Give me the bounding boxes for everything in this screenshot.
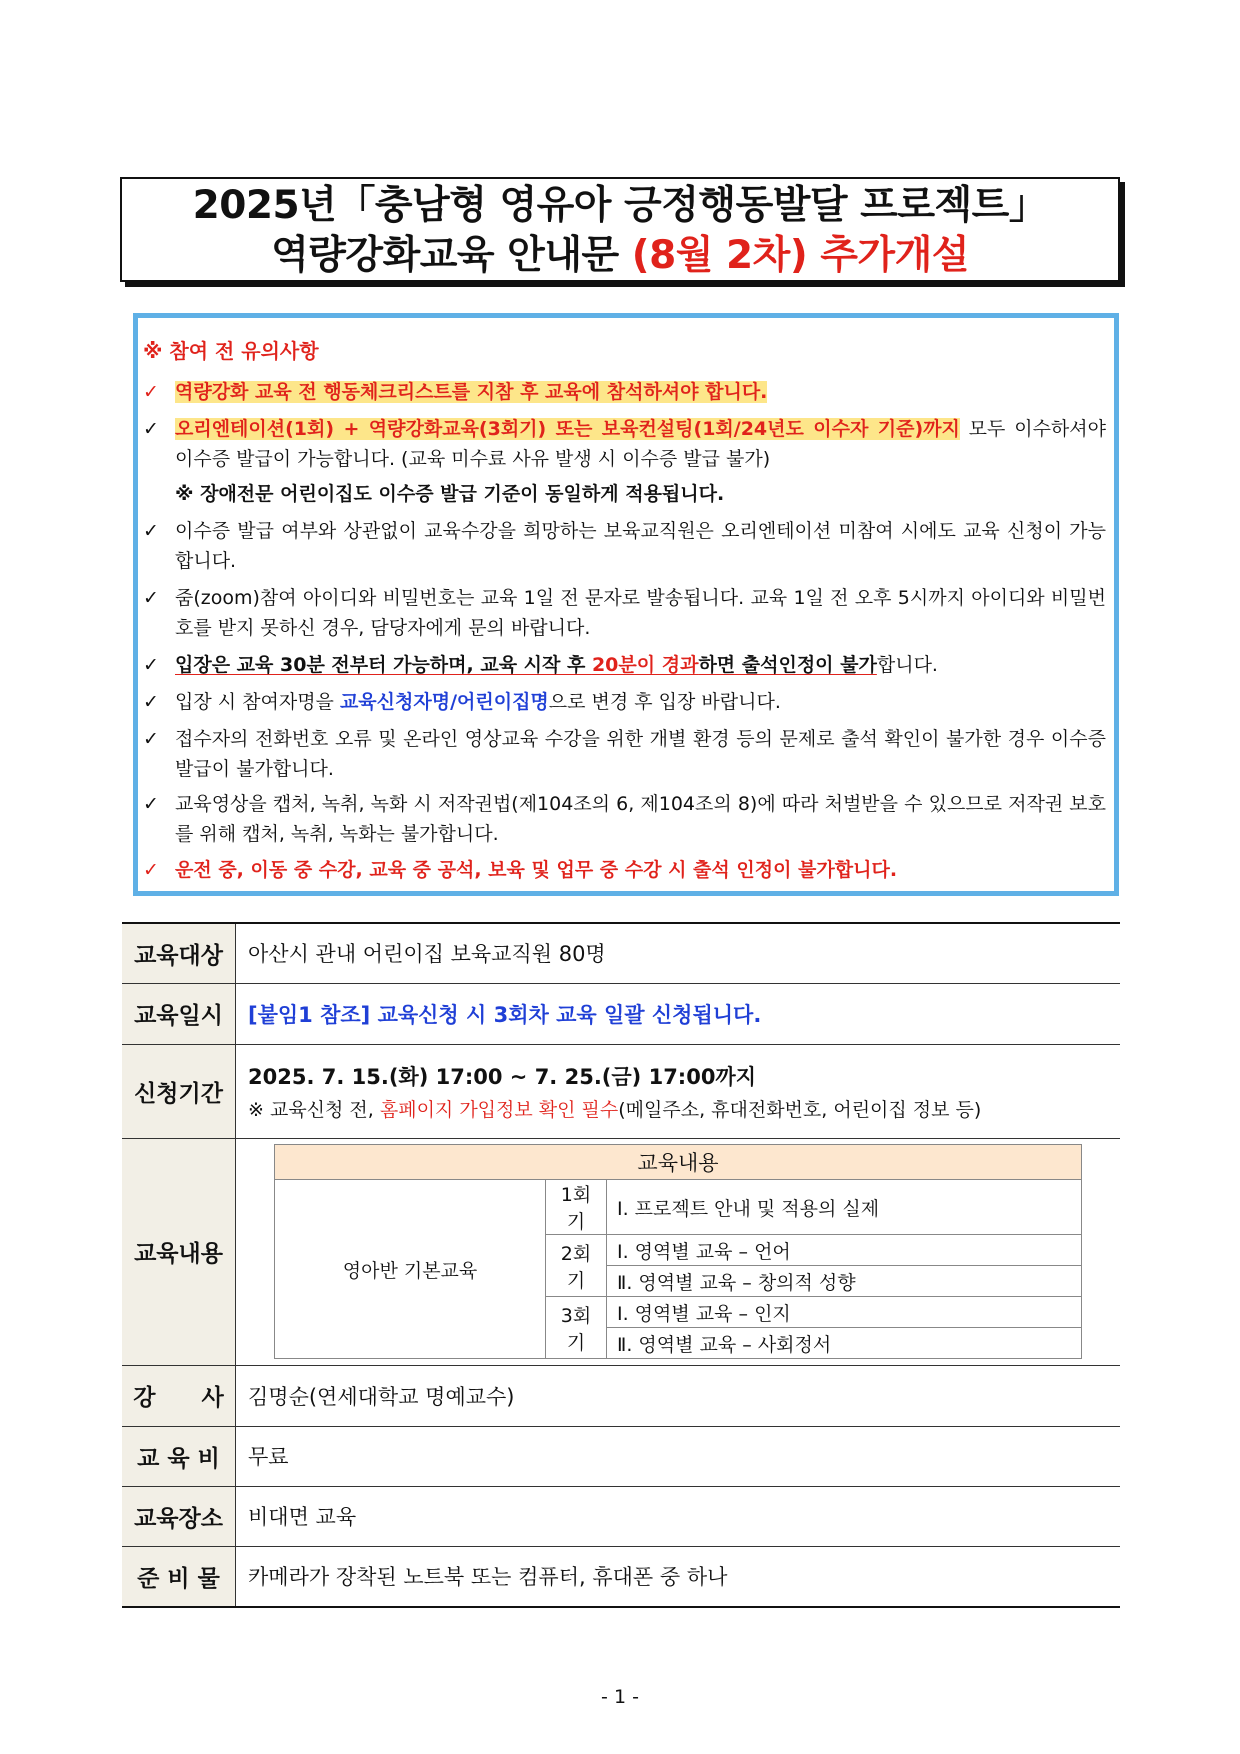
- notice-item-2: ✓ 오리엔테이션(1회) + 역량강화교육(3회기) 또는 보육컨설팅(1회/24년도 이수자 기준)까지 모두 이수하셔야 이수증 발급이 가능합니다. (교육 미수료 사유 발생 시 이수증 발급 불가): [143, 414, 1106, 474]
- document-title-box: [120, 177, 1120, 282]
- fee-value: 무료: [236, 1426, 1121, 1486]
- session-1-topic-1: Ⅰ. 프로젝트 안내 및 적용의 실제: [607, 1180, 1082, 1235]
- content-cell: [236, 1138, 1121, 1365]
- notice-item-5: ✓ 입장은 교육 30분 전부터 가능하며, 교육 시작 후 20분이 경과하면 출석인정이 불가합니다.: [143, 650, 1106, 680]
- check-icon: ✓: [143, 381, 159, 403]
- session-3-topic-2: Ⅱ. 영역별 교육 – 사회정서: [607, 1328, 1082, 1359]
- course-name: 영아반 기본교육: [275, 1180, 546, 1359]
- content-sub-header: 교육내용: [275, 1145, 1082, 1180]
- check-icon: ✓: [143, 587, 159, 609]
- table-row: [122, 1138, 1120, 1365]
- notice-item-7: ✓ 접수자의 전화번호 오류 및 온라인 영상교육 수강을 위한 개별 환경 등의 문제로 출석 확인이 불가한 경우 이수증 발급이 불가합니다.: [143, 724, 1106, 784]
- title-line-2-highlight: (8월 2차) 추가개설: [631, 233, 969, 278]
- date-value: [붙임1 참조] 교육신청 시 3회차 교육 일괄 신청됩니다.: [236, 983, 1121, 1044]
- table-row: [122, 983, 1120, 1044]
- table-row: [122, 923, 1120, 983]
- period-note: ※ 교육신청 전, 홈페이지 가입정보 확인 필수(메일주소, 휴대전화번호, 어린이집 정보 등): [248, 1098, 982, 1121]
- session-3-topic-1: Ⅰ. 영역별 교육 – 인지: [607, 1297, 1082, 1328]
- check-icon: ✓: [143, 859, 159, 881]
- target-value: 아산시 관내 어린이집 보육교직원 80명: [236, 923, 1121, 983]
- period-value: 2025. 7. 15.(화) 17:00 ~ 7. 25.(금) 17:00까지: [248, 1064, 757, 1089]
- table-row: [275, 1145, 1082, 1180]
- date-label: 교육일시: [122, 983, 236, 1044]
- period-cell: [236, 1044, 1121, 1138]
- notice-item-9: ✓ 운전 중, 이동 중 수강, 교육 중 공석, 보육 및 업무 중 수강 시 출석 인정이 불가합니다.: [143, 855, 1106, 885]
- place-value: 비대면 교육: [236, 1486, 1121, 1546]
- table-row: [122, 1486, 1120, 1546]
- table-row: [122, 1426, 1120, 1486]
- content-sub-table: [274, 1144, 1082, 1359]
- title-line-2-main: 역량강화교육 안내문: [271, 233, 632, 278]
- content-label: 교육내용: [122, 1138, 236, 1365]
- notice-item-1: ✓ 역량강화 교육 전 행동체크리스트를 지참 후 교육에 참석하셔야 합니다.: [143, 377, 1106, 407]
- notice-item-6: ✓ 입장 시 참여자명을 교육신청자명/어린이집명으로 변경 후 입장 바랍니다.: [143, 687, 1106, 717]
- table-row: [275, 1180, 1082, 1235]
- notice-box: [133, 313, 1119, 896]
- lecturer-value: 김명순(연세대학교 명예교수): [236, 1365, 1121, 1426]
- check-icon: ✓: [143, 654, 159, 676]
- notice-item-4: ✓ 줌(zoom)참여 아이디와 비밀번호는 교육 1일 전 문자로 발송됩니다. 교육 1일 전 오후 5시까지 아이디와 비밀번호를 받지 못하신 경우, 담당자에게 문의 바랍니다.: [143, 583, 1106, 643]
- check-icon: ✓: [143, 418, 159, 440]
- education-info-table: [122, 922, 1120, 1608]
- prep-label: 준 비 물: [122, 1546, 236, 1607]
- notice-header: ※ 참여 전 유의사항: [143, 339, 319, 363]
- title-line-1: 2025년「충남형 영유아 긍정행동발달 프로젝트」: [192, 183, 1048, 228]
- notice-item-3: ✓ 이수증 발급 여부와 상관없이 교육수강을 희망하는 보육교직원은 오리엔테이션 미참여 시에도 교육 신청이 가능합니다.: [143, 516, 1106, 576]
- notice-item-2-note: ※ 장애전문 어린이집도 이수증 발급 기준이 동일하게 적용됩니다.: [175, 483, 725, 505]
- check-icon: ✓: [143, 520, 159, 542]
- check-icon: ✓: [143, 728, 159, 750]
- fee-label: 교 육 비: [122, 1426, 236, 1486]
- target-label: 교육대상: [122, 923, 236, 983]
- session-2-topic-1: Ⅰ. 영역별 교육 – 언어: [607, 1235, 1082, 1266]
- page-number: - 1 -: [601, 1686, 639, 1708]
- session-1: 1회기: [546, 1180, 607, 1235]
- session-2: 2회기: [546, 1235, 607, 1297]
- table-row: [122, 1546, 1120, 1607]
- title-line-2: [122, 231, 1118, 281]
- session-2-topic-2: Ⅱ. 영역별 교육 – 창의적 성향: [607, 1266, 1082, 1297]
- check-icon: ✓: [143, 691, 159, 713]
- session-3: 3회기: [546, 1297, 607, 1359]
- notice-item-8: ✓ 교육영상을 캡처, 녹취, 녹화 시 저작권법(제104조의 6, 제104조의 8)에 따라 처벌받을 수 있으므로 저작권 보호를 위해 캡처, 녹취, 녹화는 불가합니다.: [143, 789, 1106, 849]
- prep-value: 카메라가 장착된 노트북 또는 컴퓨터, 휴대폰 중 하나: [236, 1546, 1121, 1607]
- table-row: [122, 1365, 1120, 1426]
- table-row: [122, 1044, 1120, 1138]
- check-icon: ✓: [143, 793, 159, 815]
- place-label: 교육장소: [122, 1486, 236, 1546]
- period-label: 신청기간: [122, 1044, 236, 1138]
- lecturer-label: 강 사: [122, 1365, 236, 1426]
